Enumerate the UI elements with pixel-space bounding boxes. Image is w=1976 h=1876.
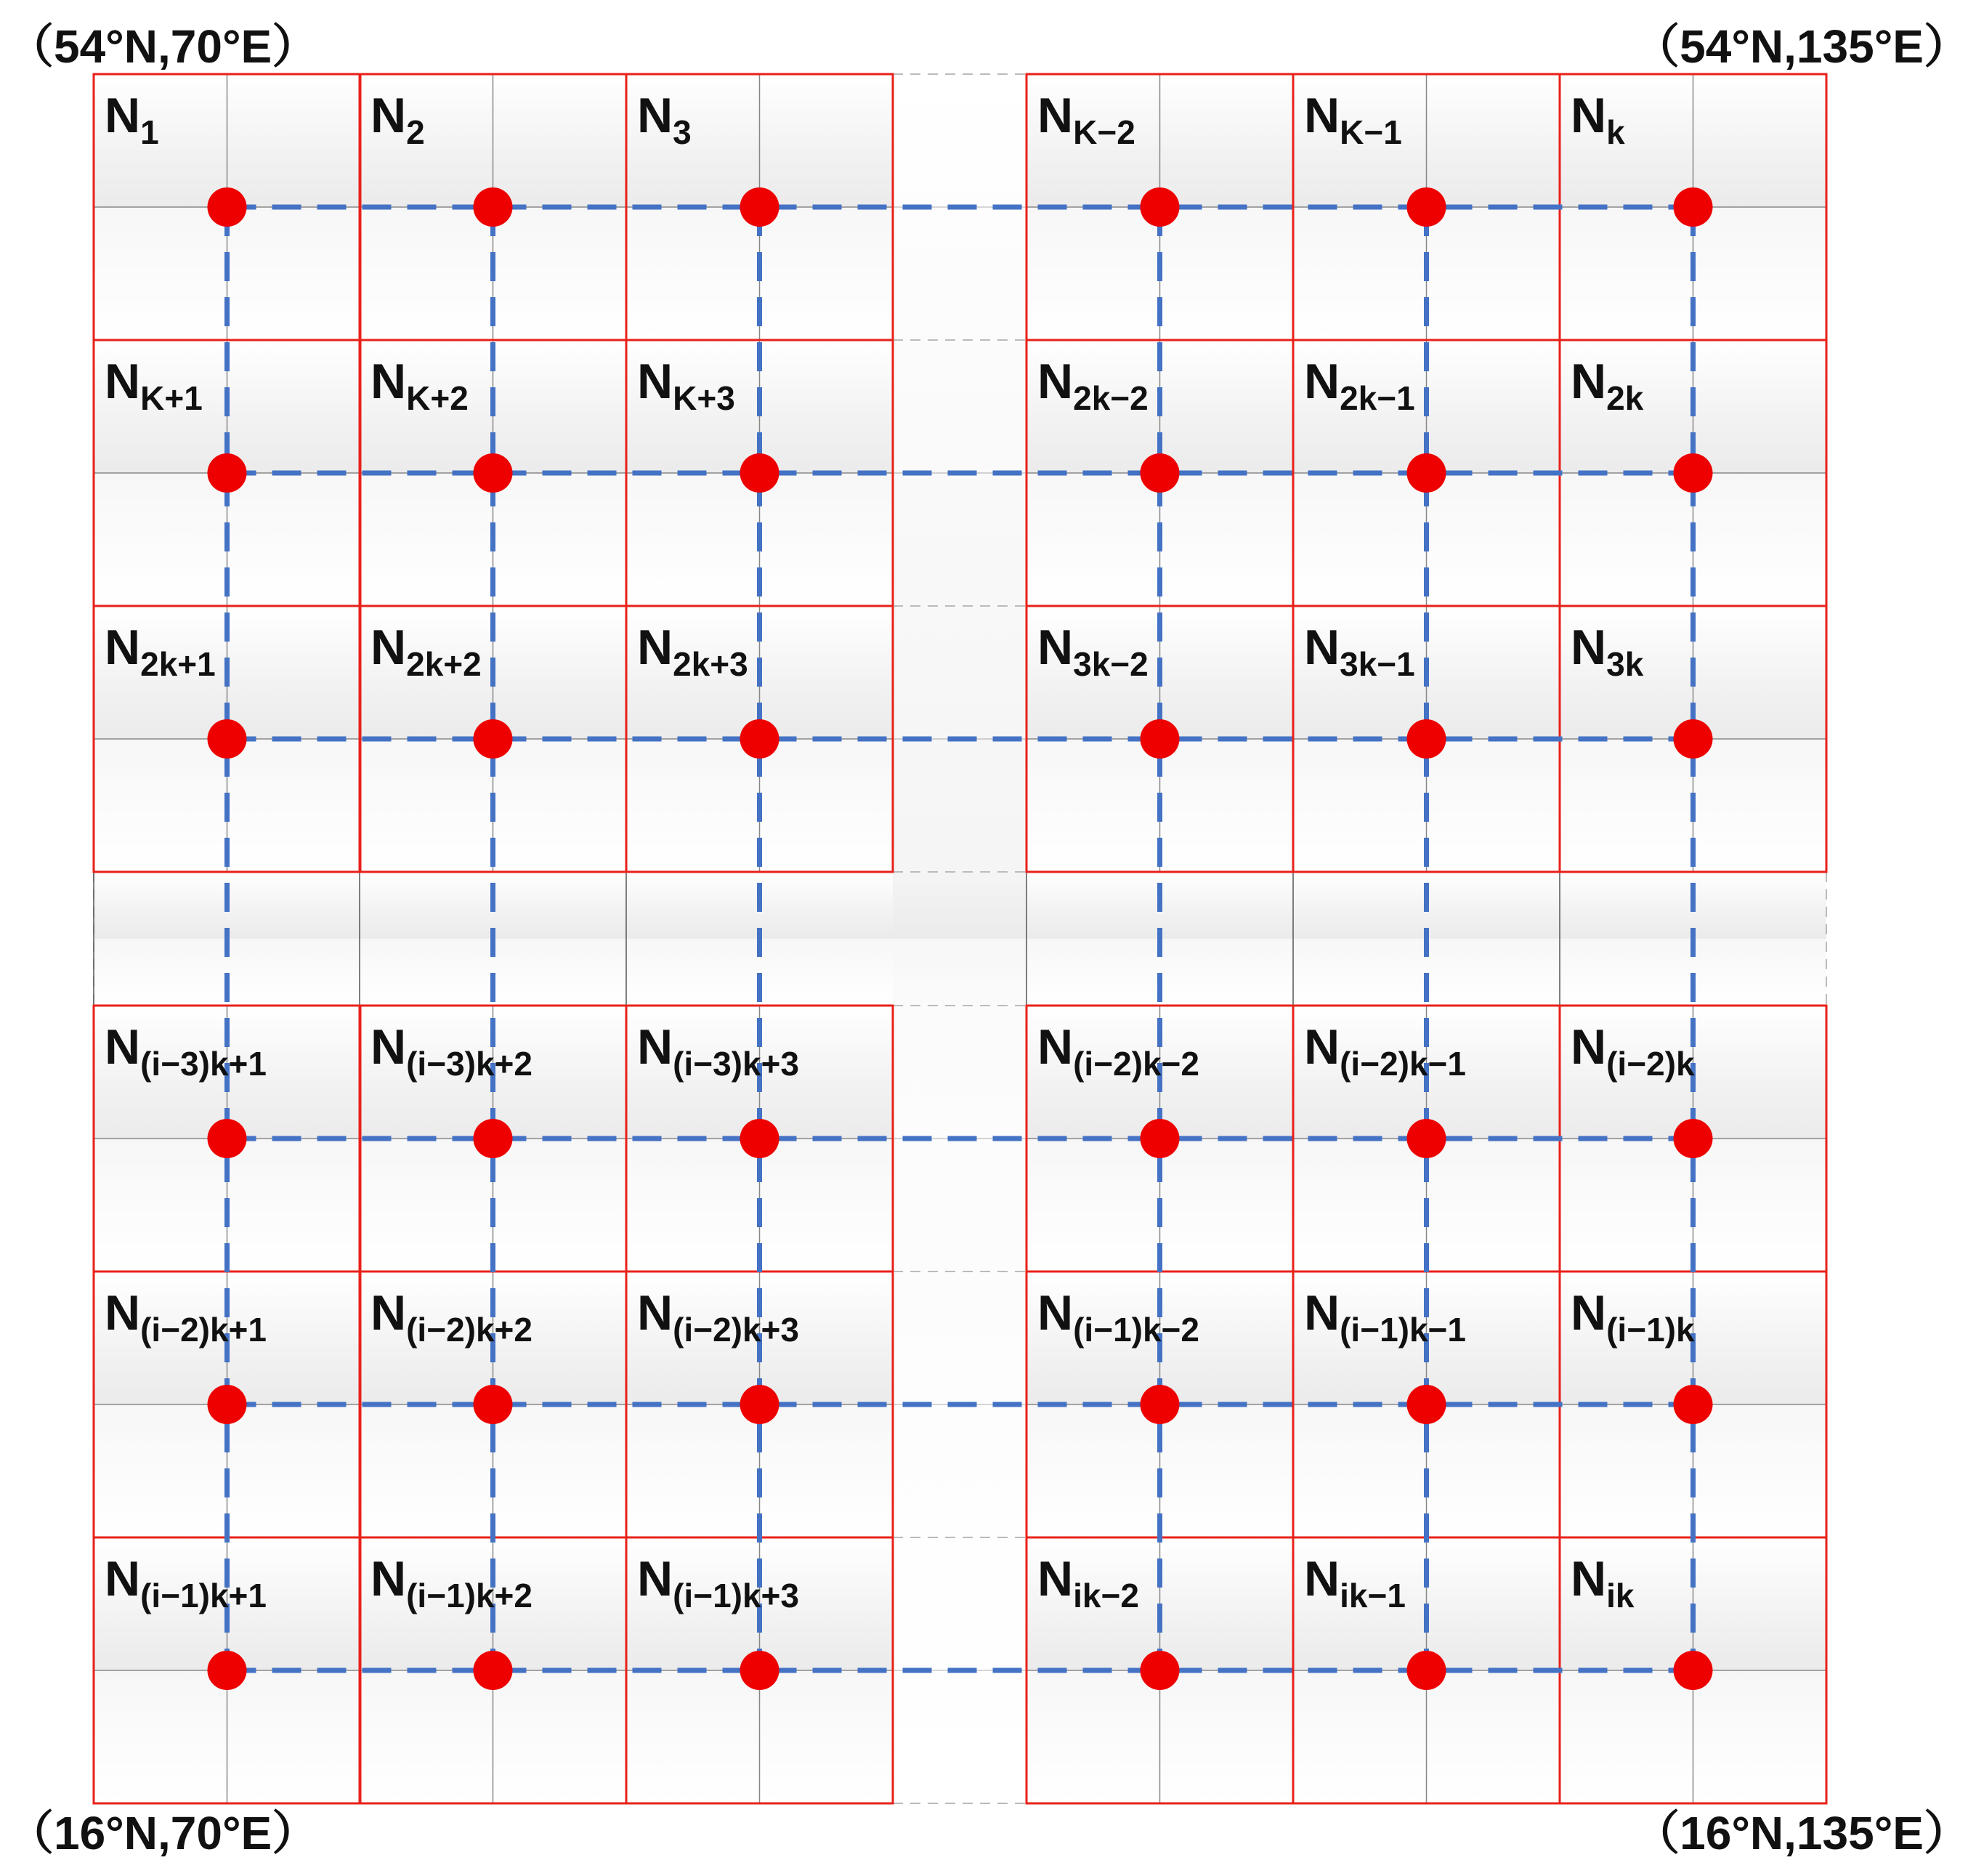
cell-label-subscript: ik−1 [1340, 1577, 1406, 1614]
grid-node [1407, 1119, 1446, 1158]
cell-label-subscript: (i−1)k+3 [673, 1577, 800, 1614]
corner-label-bottom-left: （16°N,70°E） [7, 1807, 319, 1859]
grid-node [1141, 1385, 1180, 1424]
corner-label-top-right: （54°N,135°E） [1633, 20, 1970, 73]
cell-label-subscript: K−2 [1073, 113, 1135, 151]
cell-label-base: N [105, 354, 141, 409]
cell-label-subscript: (i−2)k [1606, 1045, 1695, 1083]
grid-node [740, 1119, 780, 1158]
grid-node [1674, 1651, 1713, 1690]
grid-node [740, 453, 780, 493]
grid-node [474, 1119, 513, 1158]
grid-node [1141, 1119, 1180, 1158]
cell-label-subscript: (i−1)k [1606, 1311, 1695, 1349]
grid-node [208, 1119, 247, 1158]
cell-label-base: N [105, 1285, 141, 1341]
cell-label-base: N [1304, 1285, 1340, 1341]
grid-node [740, 719, 780, 759]
cell-label-subscript: (i−2)k−2 [1073, 1045, 1200, 1083]
grid-node [740, 1651, 780, 1690]
grid-node [740, 187, 780, 227]
corner-label-top-left: （54°N,70°E） [7, 20, 319, 73]
cell-label-base: N [105, 88, 141, 143]
cell-label-subscript: K+1 [140, 379, 203, 417]
cell-label-base: N [370, 620, 407, 675]
cell-label-base: N [1037, 1551, 1074, 1606]
grid-node [474, 1385, 513, 1424]
grid-node [1674, 187, 1713, 227]
grid-node [740, 1385, 780, 1424]
cell-label-subscript: (i−2)k+2 [406, 1311, 533, 1349]
cell-label-subscript: k [1606, 113, 1625, 151]
grid-node [474, 1651, 513, 1690]
cell-label-base: N [370, 1285, 407, 1341]
cell-label-base: N [370, 1019, 407, 1075]
grid-node [1674, 719, 1713, 759]
cell-label-subscript: 3k [1606, 645, 1644, 683]
grid-node [1141, 1651, 1180, 1690]
cell-label-base: N [637, 1551, 673, 1606]
grid-node [208, 187, 247, 227]
grid-node [1407, 453, 1446, 493]
cell-label-base: N [370, 354, 407, 409]
grid-node [208, 1651, 247, 1690]
cell-label-subscript: (i−2)k+3 [673, 1311, 800, 1349]
grid-node [1407, 1385, 1446, 1424]
cell-label-base: N [1037, 620, 1074, 675]
grid-node [1674, 453, 1713, 493]
grid-node [1407, 187, 1446, 227]
cell-label-subscript: (i−1)k+1 [140, 1577, 267, 1614]
cell-label-subscript: 2k+2 [406, 645, 482, 683]
cell-label-base: N [637, 1285, 673, 1341]
cell-label-subscript: K+2 [406, 379, 469, 417]
cell-label-subscript: 2k [1606, 379, 1644, 417]
cell-label-subscript: K−1 [1340, 113, 1402, 151]
cell-label-base: N [105, 1019, 141, 1075]
cell-label-base: N [1037, 354, 1074, 409]
cell-label-base: N [105, 620, 141, 675]
cell-label-base: N [1571, 620, 1607, 675]
cell-label-subscript: (i−2)k−1 [1340, 1045, 1467, 1083]
cell-label-subscript: 2k+3 [673, 645, 748, 683]
cell-label-base: N [1037, 88, 1074, 143]
cell-label-subscript: 3k−2 [1073, 645, 1149, 683]
cell-label-base: N [637, 1019, 673, 1075]
cell-label-subscript: 3k−1 [1340, 645, 1415, 683]
grid-node [474, 187, 513, 227]
cell-label-base: N [370, 1551, 407, 1606]
cell-label-subscript: (i−3)k+2 [406, 1045, 533, 1083]
cell-label-base: N [1304, 1019, 1340, 1075]
cell-label-base: N [1571, 1019, 1607, 1075]
cell-label-subscript: K+3 [673, 379, 735, 417]
cell-label-subscript: 2 [406, 113, 425, 151]
cell-label-base: N [637, 88, 673, 143]
grid-node [474, 453, 513, 493]
cell-label-subscript: (i−3)k+3 [673, 1045, 800, 1083]
cell-label-base: N [637, 354, 673, 409]
grid-node [1407, 1651, 1446, 1690]
cell-label-base: N [370, 88, 407, 143]
cell-label-base: N [1304, 620, 1340, 675]
cell-label-subscript: (i−1)k−2 [1073, 1311, 1200, 1349]
grid-node [1141, 453, 1180, 493]
cell-label-subscript: (i−1)k−1 [1340, 1311, 1467, 1349]
cell-label-base: N [1571, 1285, 1607, 1341]
cell-label-base: N [1304, 1551, 1340, 1606]
cell-label-base: N [1304, 88, 1340, 143]
cell-label-base: N [1037, 1285, 1074, 1341]
grid-node [1141, 187, 1180, 227]
cell-label-subscript: (i−2)k+1 [140, 1311, 267, 1349]
grid-node [1674, 1119, 1713, 1158]
cell-label-subscript: 2k−1 [1340, 379, 1415, 417]
cell-label-subscript: 2k−2 [1073, 379, 1149, 417]
cell-label-subscript: 1 [140, 113, 159, 151]
cell-label-subscript: 3 [673, 113, 692, 151]
cell-label-base: N [1304, 354, 1340, 409]
cell-label-subscript: 2k+1 [140, 645, 216, 683]
grid-node [208, 1385, 247, 1424]
cell-label-base: N [1571, 354, 1607, 409]
cell-label-subscript: (i−1)k+2 [406, 1577, 533, 1614]
grid-node [474, 719, 513, 759]
cell-label-subscript: ik−2 [1073, 1577, 1139, 1614]
grid-node [208, 719, 247, 759]
cell-label-base: N [1571, 88, 1607, 143]
grid-node [1407, 719, 1446, 759]
cell-label-subscript: (i−3)k+1 [140, 1045, 267, 1083]
cell-label-base: N [105, 1551, 141, 1606]
corner-label-bottom-right: （16°N,135°E） [1633, 1807, 1970, 1859]
grid-node [1141, 719, 1180, 759]
cell-label-base: N [637, 620, 673, 675]
cell-label-subscript: ik [1606, 1577, 1635, 1614]
omitted-columns-band [893, 74, 1027, 1803]
cell-label-base: N [1037, 1019, 1074, 1075]
cell-label-base: N [1571, 1551, 1607, 1606]
grid-node [1674, 1385, 1713, 1424]
grid-node [208, 453, 247, 493]
